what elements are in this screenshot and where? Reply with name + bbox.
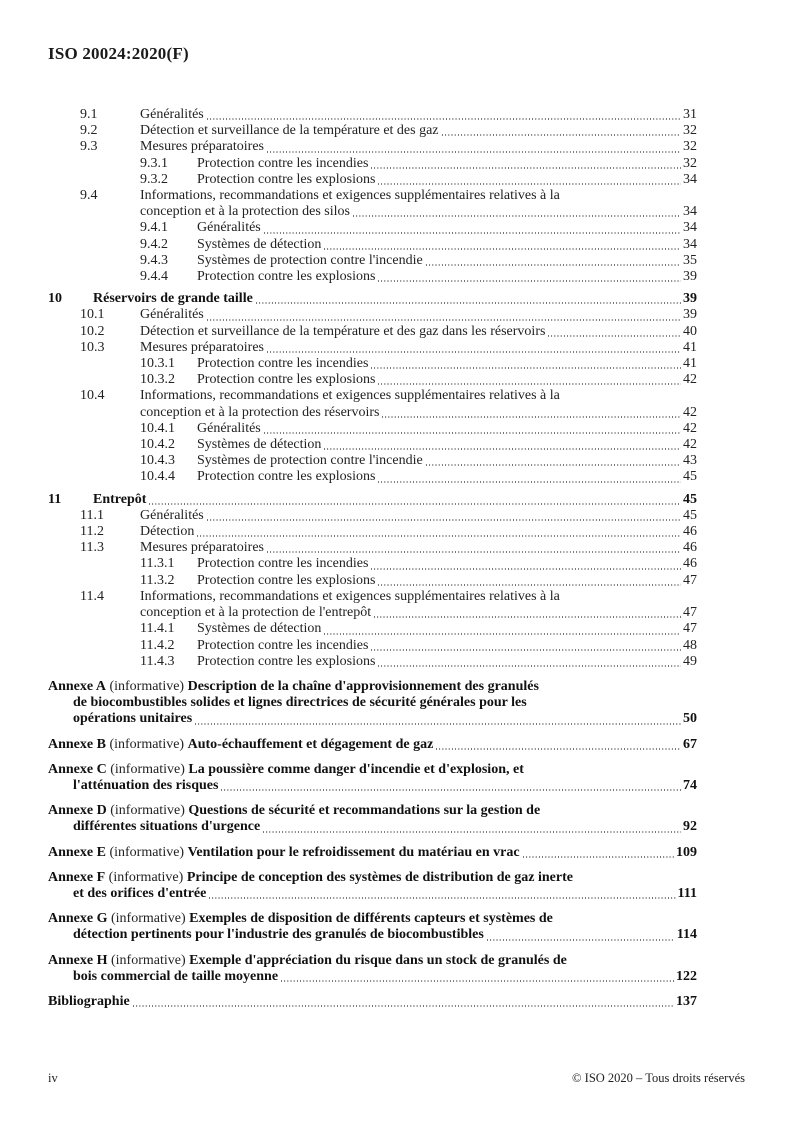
toc-entry-title: Détection et surveillance de la température et des gaz	[140, 123, 439, 139]
toc-leader-dots-9-3	[267, 139, 681, 155]
toc-leader-dots-9-4-3	[426, 253, 681, 269]
annexe-title: et des orifices d'entrée	[73, 885, 207, 901]
toc-entry-title: Protection contre les incendies	[197, 637, 369, 653]
annexe-qualifier: (informative)	[105, 869, 187, 885]
toc-entry-title: Protection contre les explosions	[197, 469, 376, 485]
toc-leader-dots-9-1	[207, 107, 681, 123]
bibliography-label: Bibliographie	[48, 993, 130, 1009]
toc-entry-title: Protection contre les explosions	[197, 372, 376, 388]
toc-page-number-bibliographie: 137	[676, 993, 697, 1009]
toc-page-number-annexe-g: 114	[676, 927, 697, 943]
toc-page-number-annexe-e: 109	[676, 844, 697, 860]
toc-entry-number: 11.4.3	[140, 653, 175, 669]
toc-entry-number: 9.4.1	[140, 220, 168, 236]
toc-entry-number: 9.2	[80, 123, 98, 139]
toc-entry-title: Mesures préparatoires	[140, 139, 265, 155]
toc-entry-annexe-f[interactable]	[48, 870, 697, 902]
toc-entry-9-2[interactable]	[80, 123, 697, 139]
annexe-title: Exemple d'appréciation du risque dans un stock de granulés de	[189, 952, 567, 968]
toc-entry-title: Généralités	[140, 107, 204, 122]
annexe-title: détection pertinents pour l'industrie des granulés de biocombustibles	[73, 927, 484, 943]
toc-page-number-10-2: 40	[683, 323, 697, 339]
toc-entry-title: Informations, recommandations et exigences supplémentaires relatives à la	[140, 388, 560, 404]
toc-leader-dots-11-4	[374, 605, 681, 621]
toc-entry-11-4-2[interactable]	[140, 638, 697, 654]
toc-entry-10-3-1[interactable]	[140, 356, 697, 372]
toc-leader-dots-10-2	[548, 324, 681, 340]
toc-leader-dots-10-3-1	[371, 356, 681, 372]
annexe-qualifier: (informative)	[105, 678, 188, 694]
toc-leader-dots-annexe-h	[281, 969, 674, 985]
toc-page-number-9-3-2: 34	[683, 171, 697, 187]
toc-entry-title: Généralités	[197, 420, 261, 436]
annexe-title: Exemples de disposition de différents capteurs et systèmes de	[189, 911, 553, 927]
toc-leader-dots-11-3-1	[371, 556, 681, 572]
toc-leader-dots-annexe-d	[263, 819, 681, 835]
toc-entry-9-4-3[interactable]	[140, 253, 697, 269]
annexe-qualifier: (informative)	[107, 952, 190, 968]
toc-entry-11[interactable]	[48, 492, 697, 508]
toc-page-number-10-1: 39	[683, 307, 697, 323]
toc-page-number-10-3: 41	[683, 339, 697, 355]
toc-entry-number: 10.4.4	[140, 469, 175, 485]
toc-entry-number: 10.2	[80, 323, 105, 339]
toc-entry-annexe-e[interactable]	[48, 845, 697, 861]
toc-page-number-11-3-1: 46	[683, 556, 697, 572]
toc-entry-number: 10.4.1	[140, 420, 175, 436]
toc-leader-dots-11	[149, 492, 681, 508]
toc-page-number-10: 39	[683, 291, 697, 307]
toc-leader-dots-annexe-g	[487, 927, 675, 943]
toc-entry-title: Systèmes de protection contre l'incendie	[197, 252, 423, 268]
toc-entry-9-4-1[interactable]	[140, 220, 697, 236]
toc-entry-10-4-1[interactable]	[140, 421, 697, 437]
toc-entry-title: Entrepôt	[93, 491, 147, 507]
toc-entry-number: 9.4.2	[140, 236, 168, 252]
toc-page-number-11-2: 46	[683, 524, 697, 540]
toc-leader-dots-11-3-2	[378, 573, 681, 589]
toc-entry-10-4-3[interactable]	[140, 453, 697, 469]
toc-entry-title: conception et à la protection des réservoirs	[140, 404, 380, 420]
toc-leader-dots-9-4-2	[324, 237, 681, 253]
annexe-qualifier: (informative)	[107, 911, 190, 927]
toc-entry-9-4-2[interactable]	[140, 237, 697, 253]
toc-leader-dots-11-4-2	[371, 638, 681, 654]
toc-entry-11-2[interactable]	[80, 524, 697, 540]
annexe-label: Annexe D	[48, 803, 107, 819]
toc-entry-annexe-g[interactable]	[48, 911, 697, 943]
toc-page-number-annexe-b: 67	[683, 736, 697, 752]
toc-page-number-10-3-2: 42	[683, 372, 697, 388]
toc-entry-9-3-2[interactable]	[140, 172, 697, 188]
toc-page-number-10-4-4: 45	[683, 469, 697, 485]
toc-entry-title: conception et à la protection des silos	[140, 204, 350, 220]
toc-entry-number: 10.4.2	[140, 437, 175, 453]
toc-page-number-11-3: 46	[683, 540, 697, 556]
toc-entry-11-4-3[interactable]	[140, 654, 697, 670]
toc-entry-number: 11.3.1	[140, 556, 175, 572]
toc-entry-10[interactable]	[48, 291, 697, 307]
toc-page-number-9-4: 34	[683, 204, 697, 220]
toc-page-number-annexe-h: 122	[676, 968, 697, 984]
toc-entry-11-3[interactable]	[80, 540, 697, 556]
toc-leader-dots-9-4-4	[378, 269, 681, 285]
toc-entry-number: 9.4.4	[140, 269, 168, 285]
toc-leader-dots-10-1	[207, 307, 681, 323]
toc-entry-bibliographie[interactable]	[48, 994, 697, 1010]
annexe-title: Auto-échauffement et dégagement de gaz	[187, 736, 434, 752]
toc-entry-title: Généralités	[140, 507, 204, 523]
toc-entry-10-2[interactable]	[80, 324, 697, 340]
toc-entry-title: Protection contre les explosions	[197, 269, 376, 285]
toc-entry-11-4-1[interactable]	[140, 621, 697, 637]
toc-entry-number: 9.3.1	[140, 155, 168, 171]
toc-entry-number: 11.2	[80, 524, 104, 540]
toc-page-number-9-3-1: 32	[683, 155, 697, 171]
toc-entry-title: Protection contre les incendies	[197, 556, 369, 572]
toc-leader-dots-11-3	[267, 540, 681, 556]
toc-entry-11-3-2[interactable]	[140, 573, 697, 589]
toc-entry-title: Systèmes de détection	[197, 236, 322, 252]
toc-entry-9-4-4[interactable]	[140, 269, 697, 285]
toc-page-number-11-4-3: 49	[683, 653, 697, 669]
footer	[48, 1071, 745, 1086]
toc-leader-dots-annexe-e	[523, 845, 674, 861]
annexe-qualifier: (informative)	[106, 803, 189, 819]
toc-page-number-10-4: 42	[683, 404, 697, 420]
toc-entry-title: Informations, recommandations et exigences supplémentaires relatives à la	[140, 588, 560, 604]
toc-leader-dots-9-3-2	[378, 172, 681, 188]
toc-page-number-10-4-1: 42	[683, 420, 697, 436]
toc-page-number-11-4-2: 48	[683, 637, 697, 653]
toc-leader-dots-11-2	[197, 524, 681, 540]
toc-page-number-9-2: 32	[683, 123, 697, 139]
annexe-title: La poussière comme danger d'incendie et d'explosion, et	[188, 761, 524, 777]
annexe-label: Annexe G	[48, 911, 108, 927]
toc-page-number-9-3: 32	[683, 139, 697, 155]
toc-leader-dots-10	[256, 291, 681, 307]
toc-leader-dots-10-4-3	[426, 453, 681, 469]
toc-entry-number: 10.3.1	[140, 356, 175, 372]
toc-entry-11-1[interactable]	[80, 508, 697, 524]
toc-page-number-10-4-2: 42	[683, 437, 697, 453]
toc-entry-10-4-4[interactable]	[140, 469, 697, 485]
toc-entry-number: 10.4.3	[140, 453, 175, 469]
annexe-title: opérations unitaires	[73, 711, 193, 727]
toc-leader-dots-10-3	[267, 340, 681, 356]
annexe-title: de biocombustibles solides et lignes directrices de sécurité générales pour les	[73, 695, 527, 711]
toc-entry-number: 10.3	[80, 339, 105, 355]
toc-entry-title: Détection et surveillance de la température et des gaz dans les réservoirs	[140, 323, 546, 339]
toc-entry-number: 9.1	[80, 107, 98, 122]
toc-entry-title: Protection contre les explosions	[197, 572, 376, 588]
toc-leader-dots-annexe-a	[195, 711, 681, 727]
toc-entry-10-4-2[interactable]	[140, 437, 697, 453]
toc-leader-dots-9-3-1	[371, 156, 681, 172]
toc-leader-dots-10-4-2	[324, 437, 681, 453]
toc-entry-9-4[interactable]	[80, 188, 697, 220]
toc-entry-annexe-d[interactable]	[48, 803, 697, 835]
toc-entry-10-3[interactable]	[80, 340, 697, 356]
toc-entry-number: 11	[48, 491, 62, 507]
toc-page-number-annexe-a: 50	[683, 711, 697, 727]
toc-entry-title: Généralités	[140, 307, 204, 323]
toc-page-number-9-4-3: 35	[683, 252, 697, 268]
toc-entry-annexe-a[interactable]	[48, 679, 697, 728]
toc-page-number-11-1: 45	[683, 507, 697, 523]
toc-entry-9-3[interactable]	[80, 139, 697, 155]
toc	[48, 107, 697, 1010]
toc-page-number-11-3-2: 47	[683, 572, 697, 588]
toc-entry-number: 9.4	[80, 188, 98, 204]
toc-entry-number: 11.4.1	[140, 621, 175, 637]
toc-page-number-annexe-d: 92	[683, 819, 697, 835]
annexe-label: Annexe F	[48, 869, 106, 885]
toc-entry-title: Systèmes de détection	[197, 437, 322, 453]
toc-entry-title: Protection contre les explosions	[197, 171, 376, 187]
toc-page-number-annexe-f: 111	[677, 885, 697, 901]
toc-leader-dots-10-4-4	[378, 469, 681, 485]
toc-page-number-11: 45	[683, 491, 697, 507]
toc-page-number-9-1: 31	[683, 107, 697, 122]
toc-leader-dots-11-4-1	[324, 621, 681, 637]
annexe-title: Questions de sécurité et recommandations sur la gestion de	[188, 803, 541, 819]
toc-entry-title: Réservoirs de grande taille	[93, 291, 253, 307]
annexe-qualifier: (informative)	[106, 761, 189, 777]
toc-page-number-9-4-4: 39	[683, 269, 697, 285]
toc-page-number-9-4-1: 34	[683, 220, 697, 236]
toc-leader-dots-10-4-1	[264, 421, 681, 437]
annexe-label: Annexe H	[48, 952, 108, 968]
toc-leader-dots-annexe-c	[221, 778, 681, 794]
toc-leader-dots-9-4	[353, 204, 681, 220]
toc-entry-title: Protection contre les explosions	[197, 653, 376, 669]
toc-page-number-11-4-1: 47	[683, 621, 697, 637]
toc-page-number-10-3-1: 41	[683, 356, 697, 372]
toc-page-number-11-4: 47	[683, 605, 697, 621]
toc-entry-10-4[interactable]	[80, 388, 697, 420]
toc-page-number-annexe-c: 74	[683, 777, 697, 793]
annexe-title: Principe de conception des systèmes de distribution de gaz inerte	[186, 869, 573, 885]
toc-entry-10-3-2[interactable]	[140, 372, 697, 388]
toc-entry-9-1[interactable]	[80, 107, 697, 123]
toc-entry-title: conception et à la protection de l'entrepôt	[140, 605, 372, 621]
toc-entry-number: 11.3.2	[140, 572, 175, 588]
annexe-title: l'atténuation des risques	[73, 777, 219, 793]
annexe-title: Description de la chaîne d'approvisionnement des granulés	[187, 678, 539, 694]
toc-page-number-10-4-3: 43	[683, 453, 697, 469]
toc-leader-dots-annexe-f	[209, 886, 675, 902]
toc-entry-number: 10.1	[80, 307, 105, 323]
toc-entry-title: Systèmes de protection contre l'incendie	[197, 453, 423, 469]
toc-entry-number: 11.1	[80, 507, 104, 523]
annexe-label: Annexe A	[48, 678, 106, 694]
toc-entry-annexe-b[interactable]	[48, 737, 697, 753]
footer-page-number: iv	[48, 1071, 58, 1085]
annexe-title: différentes situations d'urgence	[73, 819, 261, 835]
annexe-title: Ventilation pour le refroidissement du matériau en vrac	[187, 844, 520, 860]
toc-leader-dots-annexe-b	[436, 737, 681, 753]
page-title: ISO 20024:2020(F)	[48, 44, 189, 63]
toc-entry-number: 9.3	[80, 139, 98, 155]
toc-leader-dots-9-4-1	[264, 220, 681, 236]
toc-leader-dots-11-1	[207, 508, 681, 524]
toc-entry-title: Protection contre les incendies	[197, 356, 369, 372]
annexe-label: Annexe E	[48, 844, 106, 860]
toc-leader-dots-11-4-3	[378, 654, 681, 670]
toc-leader-dots-bibliographie	[133, 994, 674, 1010]
toc-page-number-9-4-2: 34	[683, 236, 697, 252]
toc-entry-number: 11.3	[80, 540, 104, 556]
toc-entry-number: 10.4	[80, 388, 105, 404]
footer-copyright: © ISO 2020 – Tous droits réservés	[572, 1071, 745, 1085]
toc-entry-annexe-c[interactable]	[48, 762, 697, 794]
toc-entry-title: Informations, recommandations et exigences supplémentaires relatives à la	[140, 188, 560, 204]
toc-leader-dots-10-4	[382, 405, 681, 421]
toc-entry-annexe-h[interactable]	[48, 953, 697, 985]
toc-entry-title: Mesures préparatoires	[140, 540, 265, 556]
toc-entry-title: Généralités	[197, 220, 261, 236]
toc-entry-10-1[interactable]	[80, 307, 697, 323]
annexe-qualifier: (informative)	[105, 736, 188, 752]
toc-entry-number: 10	[48, 291, 62, 307]
toc-entry-number: 11.4	[80, 588, 104, 604]
toc-entry-number: 9.4.3	[140, 252, 168, 268]
toc-entry-11-3-1[interactable]	[140, 556, 697, 572]
annexe-qualifier: (informative)	[105, 844, 188, 860]
toc-entry-title: Systèmes de détection	[197, 621, 322, 637]
annexe-title: bois commercial de taille moyenne	[73, 968, 279, 984]
toc-entry-number: 10.3.2	[140, 372, 175, 388]
toc-leader-dots-9-2	[442, 123, 681, 139]
toc-entry-number: 11.4.2	[140, 637, 175, 653]
toc-entry-number: 9.3.2	[140, 171, 168, 187]
toc-entry-11-4[interactable]	[80, 589, 697, 621]
toc-leader-dots-10-3-2	[378, 372, 681, 388]
toc-entry-title: Mesures préparatoires	[140, 339, 265, 355]
annexe-label: Annexe C	[48, 761, 107, 777]
annexe-label: Annexe B	[48, 736, 106, 752]
toc-entry-title: Protection contre les incendies	[197, 155, 369, 171]
toc-entry-title: Détection	[140, 524, 195, 540]
toc-entry-9-3-1[interactable]	[140, 156, 697, 172]
